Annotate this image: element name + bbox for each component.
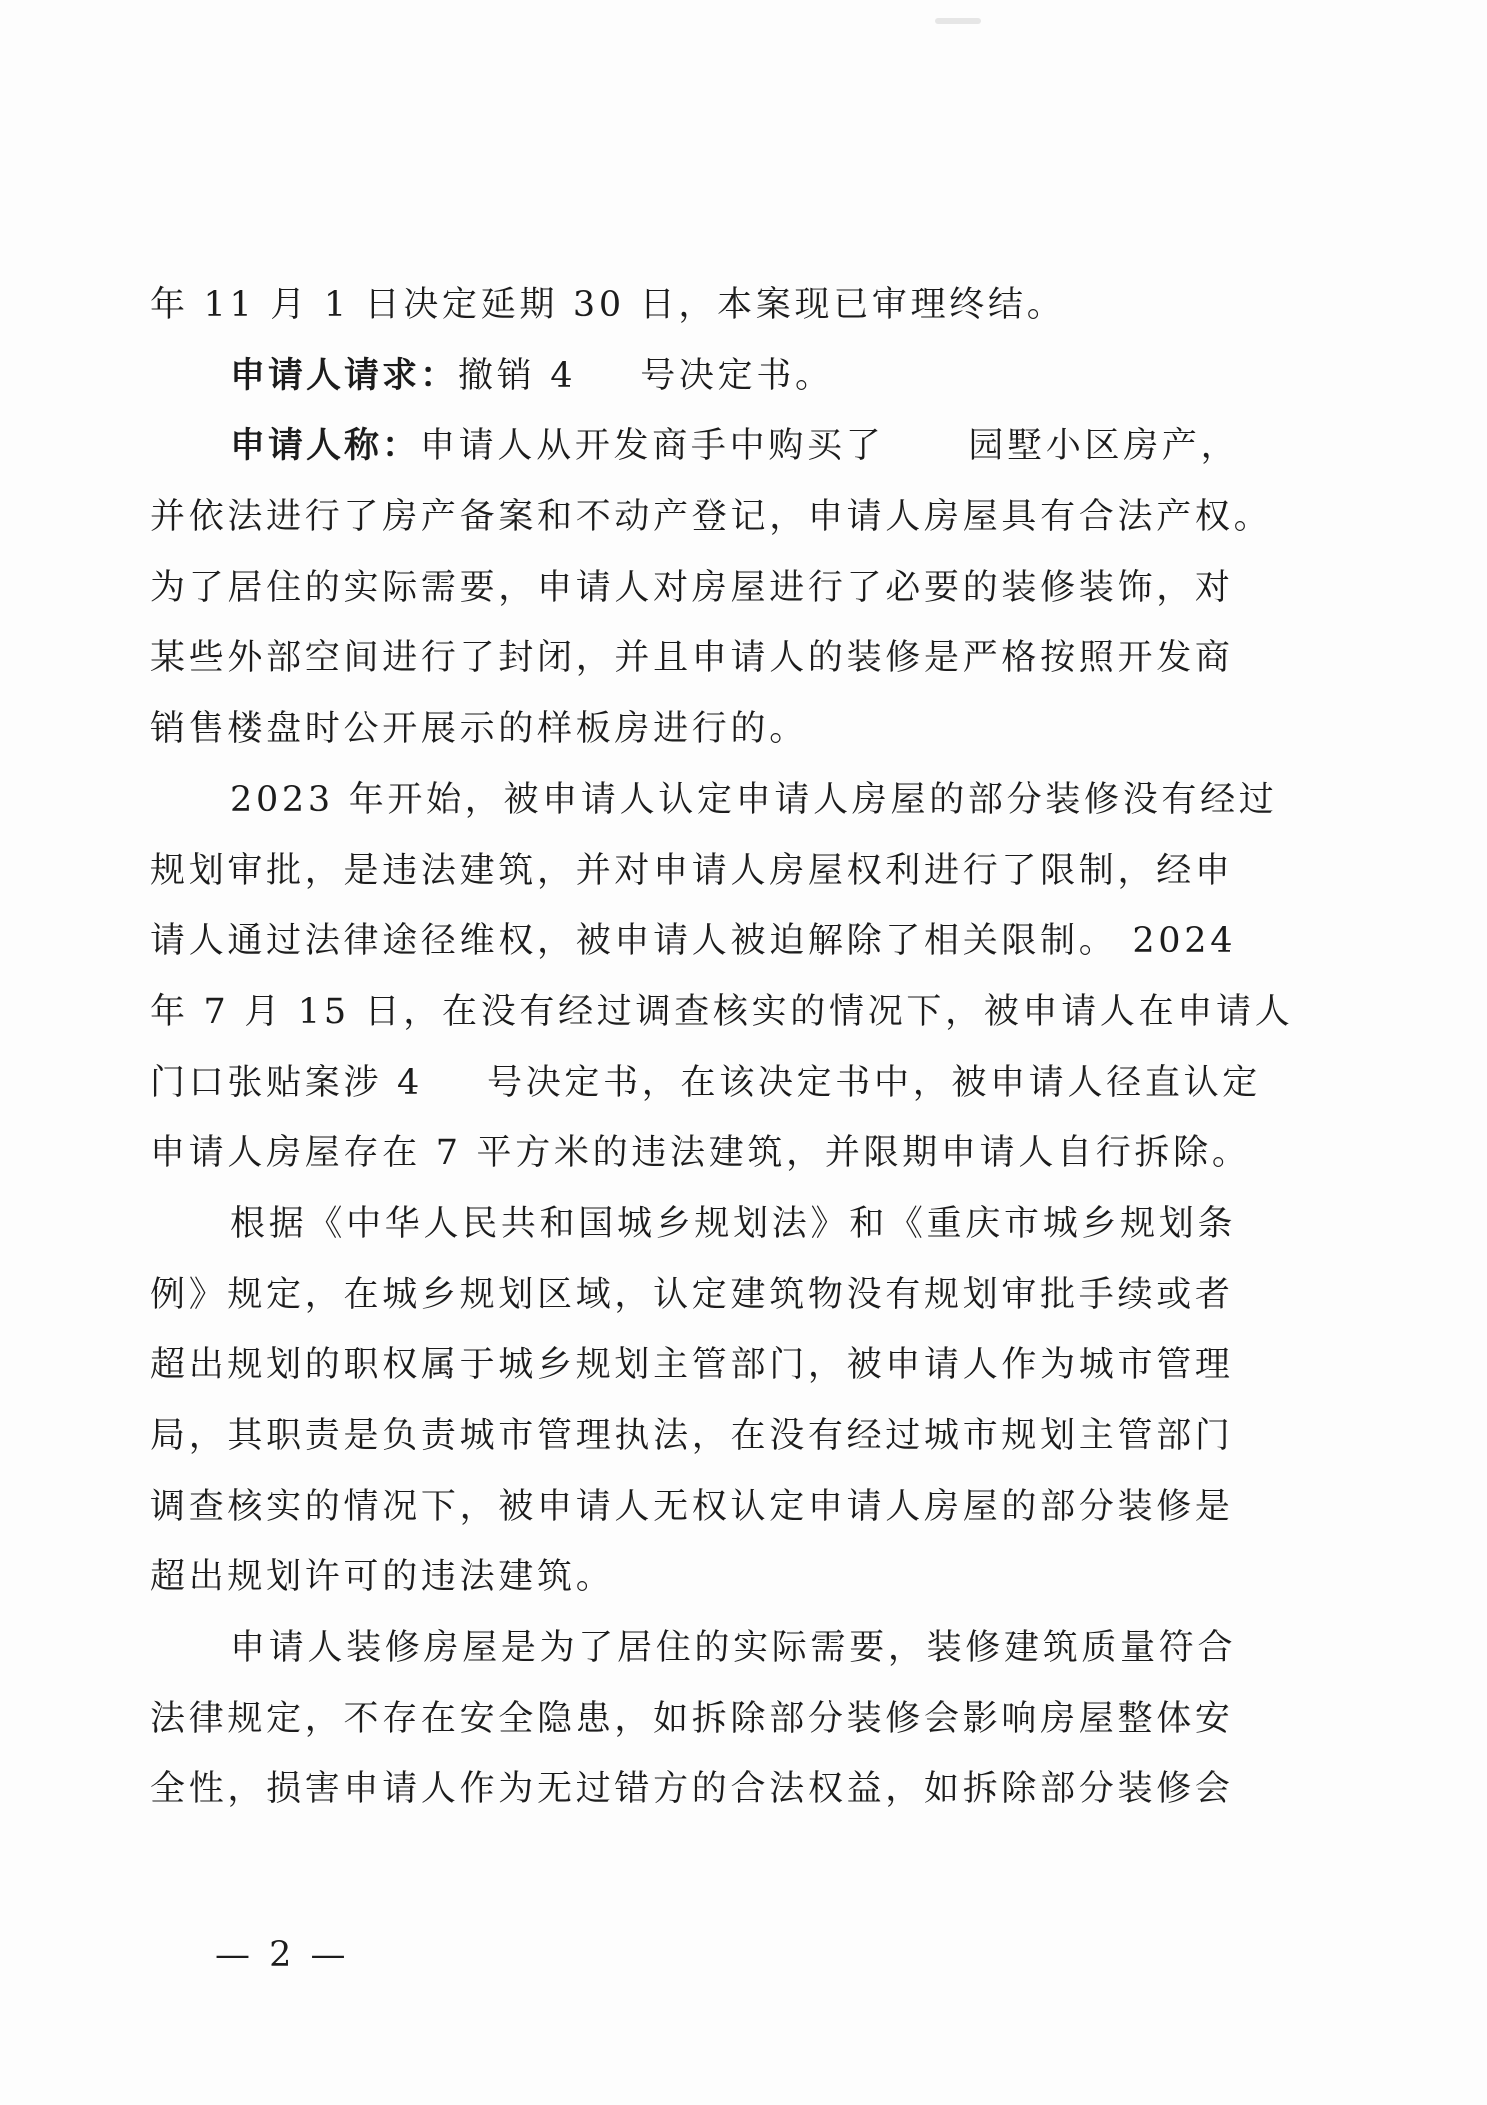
body-line: 年 11 月 1 日决定延期 30 日，本案现已审理终结。 (150, 285, 1066, 325)
claim-label: 申请人称： (230, 426, 421, 467)
body-line: 超出规划许可的违法建筑。 (150, 1557, 615, 1598)
claim-text-part1: 申请人从开发商手中购买了 (420, 426, 885, 467)
body-line: 年 7 月 15 日，在没有经过调查核实的情况下，被申请人在申请人 (150, 991, 1294, 1032)
body-line: 申请人装修房屋是为了居住的实际需要，装修建筑质量符合 (230, 1628, 1237, 1669)
body-line: 销售楼盘时公开展示的样板房进行的。 (150, 709, 808, 750)
claim-paragraph-first-line (150, 411, 1275, 482)
body-line: 法律规定，不存在安全隐患，如拆除部分装修会影响房屋整体安 (150, 1698, 1234, 1739)
request-text-part2: 号决定书。 (640, 355, 834, 396)
body-line: 并依法进行了房产备案和不动产登记，申请人房屋具有合法产权。 (150, 497, 1273, 538)
body-line: 调查核实的情况下，被申请人无权认定申请人房屋的部分装修是 (150, 1486, 1234, 1527)
body-line: 申请人房屋存在 7 平方米的违法建筑，并限期申请人自行拆除。 (150, 1133, 1251, 1174)
body-line: 例》规定，在城乡规划区域，认定建筑物没有规划审批手续或者 (150, 1274, 1234, 1315)
body-line: 为了居住的实际需要，申请人对房屋进行了必要的装修装饰，对 (150, 567, 1234, 608)
body-line: 2023 年开始，被申请人认定申请人房屋的部分装修没有经过 (230, 779, 1278, 820)
body-text-part2: 号决定书，在该决定书中，被申请人径直认定 (487, 1062, 1262, 1103)
request-text-part1: 撤销 4 (458, 355, 577, 396)
body-line: 根据《中华人民共和国城乡规划法》和《重庆市城乡规划条 (230, 1203, 1237, 1244)
body-line: 请人通过法律途径维权，被申请人被迫解除了相关限制。 2024 (150, 921, 1237, 962)
body-line: 某些外部空间进行了封闭，并且申请人的装修是严格按照开发商 (150, 638, 1234, 679)
request-label: 申请人请求： (230, 355, 459, 396)
body-text-part1: 门口张贴案涉 4 (150, 1062, 423, 1103)
body-line: 全性，损害申请人作为无过错方的合法权益，如拆除部分装修会 (150, 1769, 1234, 1810)
scan-artifact (935, 18, 981, 24)
document-body (150, 270, 1294, 1825)
request-paragraph (150, 341, 1275, 412)
body-line: 规划审批，是违法建筑，并对申请人房屋权利进行了限制，经申 (150, 850, 1234, 891)
body-line-with-redaction (150, 1048, 1275, 1119)
body-line: 超出规划的职权属于城乡规划主管部门，被申请人作为城市管理 (150, 1345, 1234, 1386)
body-line: 局，其职责是负责城市管理执法，在没有经过城市规划主管部门 (150, 1416, 1234, 1456)
claim-text-part2: 园墅小区房产， (968, 426, 1240, 467)
page-number: — 2 — (215, 1935, 350, 1975)
